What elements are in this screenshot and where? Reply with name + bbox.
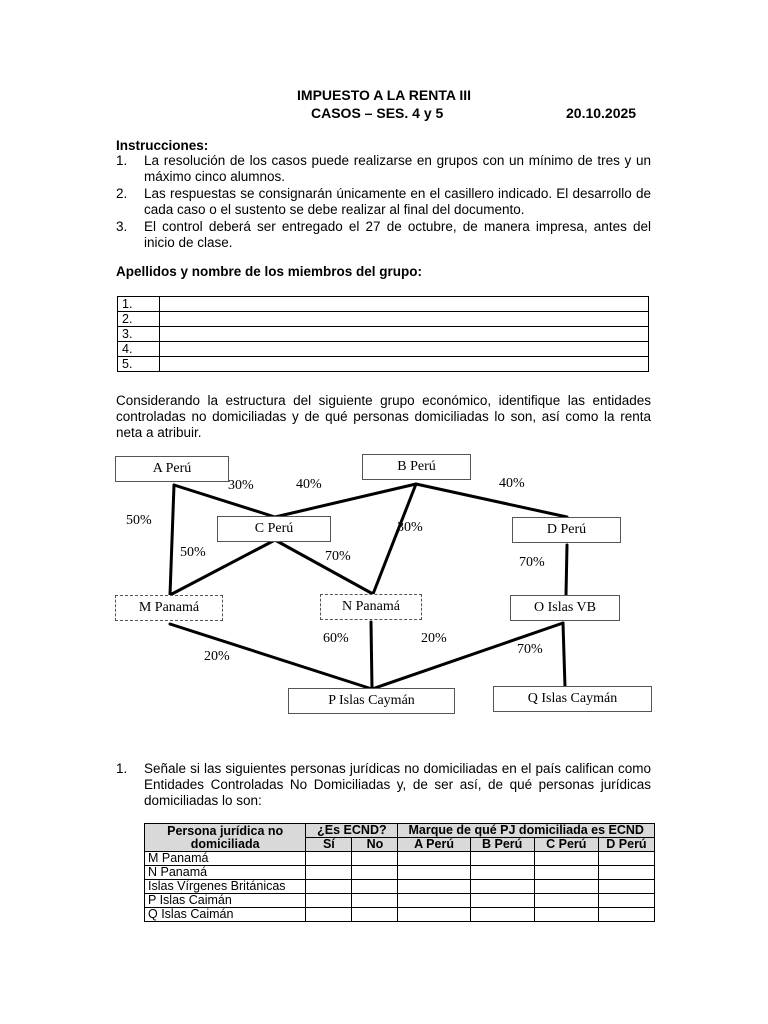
answer-cell[interactable] <box>398 866 470 880</box>
pct-a-m: 50% <box>126 513 152 528</box>
document-subtitle: CASOS – SES. 4 y 5 <box>311 105 444 121</box>
line-d-o <box>566 545 567 595</box>
header-es-ecnd: ¿Es ECND? <box>306 824 398 838</box>
header-c-peru: C Perú <box>534 838 598 852</box>
table-row: 2. <box>118 312 649 327</box>
node-n-panama: N Panamá <box>320 594 422 620</box>
answer-cell[interactable] <box>352 852 398 866</box>
header-persona: Persona jurídica no domiciliada <box>145 824 306 852</box>
line-a-c <box>174 485 275 517</box>
pct-d-o: 70% <box>519 555 545 570</box>
answer-cell[interactable] <box>598 852 654 866</box>
table-row: P Islas Caimán <box>145 894 655 908</box>
answer-cell[interactable] <box>598 880 654 894</box>
pct-o-q: 70% <box>517 642 543 657</box>
instruction-item: 2. Las respuestas se consignarán únicamente en el casillero indicado. El desarrollo de cada caso o el sustento se debe realizar al final del documento. <box>116 186 651 217</box>
answer-cell[interactable] <box>306 852 352 866</box>
node-d-peru: D Perú <box>512 517 621 543</box>
pct-o-p: 20% <box>421 631 447 646</box>
answer-cell[interactable] <box>534 880 598 894</box>
table-row: Q Islas Caimán <box>145 908 655 922</box>
answer-cell[interactable] <box>598 908 654 922</box>
answer-cell[interactable] <box>306 866 352 880</box>
answer-cell[interactable] <box>398 908 470 922</box>
table-row: Islas Vírgenes Británicas <box>145 880 655 894</box>
members-heading: Apellidos y nombre de los miembros del grupo: <box>116 264 423 279</box>
document-date: 20.10.2025 <box>566 105 637 121</box>
question-text: Señale si las siguientes personas jurídicas no domiciliadas en el país califican como Entidades Controladas No Domiciliadas y, de ser así, de qué personas jurídicas domiciliadas lo son: <box>144 761 651 808</box>
line-a-m <box>170 485 174 595</box>
instruction-item: 3. El control deberá ser entregado el 27 de octubre, de manera impresa, antes del inicio de clase. <box>116 219 651 250</box>
node-p-islas-cayman: P Islas Caymán <box>288 688 455 714</box>
table-row: 4. <box>118 342 649 357</box>
header-marque: Marque de qué PJ domiciliada es ECND <box>398 824 655 838</box>
answer-cell[interactable] <box>470 866 534 880</box>
pct-a-c: 30% <box>228 478 254 493</box>
document-title: IMPUESTO A LA RENTA III <box>297 87 471 103</box>
instructions-heading: Instrucciones: <box>116 138 209 153</box>
node-q-islas-cayman: Q Islas Caymán <box>493 686 652 712</box>
node-b-peru: B Perú <box>362 454 471 480</box>
answer-cell[interactable] <box>306 908 352 922</box>
answer-cell[interactable] <box>352 894 398 908</box>
instruction-item: 1. La resolución de los casos puede realizarse en grupos con un mínimo de tres y un máximo cinco alumnos. <box>116 153 651 184</box>
header-d-peru: D Perú <box>598 838 654 852</box>
answer-cell[interactable] <box>352 908 398 922</box>
header-no: No <box>352 838 398 852</box>
answer-cell[interactable] <box>598 866 654 880</box>
answer-cell[interactable] <box>398 880 470 894</box>
pct-b-d: 40% <box>499 476 525 491</box>
pct-c-m: 50% <box>180 545 206 560</box>
answer-cell[interactable] <box>534 852 598 866</box>
table-row: M Panamá <box>145 852 655 866</box>
answer-cell[interactable] <box>352 880 398 894</box>
pct-c-n: 70% <box>325 549 351 564</box>
node-a-peru: A Perú <box>115 456 229 482</box>
intro-paragraph: Considerando la estructura del siguiente grupo económico, identifique las entidades controladas no domiciliadas y de qué personas domiciliadas lo son, así como la renta neta a atribuir. <box>116 393 651 440</box>
answer-cell[interactable] <box>470 894 534 908</box>
line-b-d <box>416 484 567 517</box>
answer-cell[interactable] <box>598 894 654 908</box>
pct-b-n: 30% <box>397 520 423 535</box>
header-b-peru: B Perú <box>470 838 534 852</box>
answer-cell[interactable] <box>534 894 598 908</box>
pct-n-p: 60% <box>323 631 349 646</box>
line-o-q <box>563 623 565 687</box>
answer-cell[interactable] <box>306 894 352 908</box>
table-row: 1. <box>118 297 649 312</box>
answer-cell[interactable] <box>470 880 534 894</box>
answer-cell[interactable] <box>534 908 598 922</box>
pct-b-c: 40% <box>296 477 322 492</box>
node-o-islas-vb: O Islas VB <box>510 595 620 621</box>
node-c-peru: C Perú <box>217 516 331 542</box>
answer-cell[interactable] <box>398 852 470 866</box>
table-header-row <box>145 824 655 838</box>
pct-m-p: 20% <box>204 649 230 664</box>
header-a-peru: A Perú <box>398 838 470 852</box>
answer-cell[interactable] <box>470 908 534 922</box>
header-si: Sí <box>306 838 352 852</box>
answer-cell[interactable] <box>470 852 534 866</box>
line-c-n <box>275 540 373 594</box>
line-b-n <box>373 484 416 594</box>
ecnd-table <box>144 823 655 922</box>
answer-cell[interactable] <box>306 880 352 894</box>
table-row: 3. <box>118 327 649 342</box>
question-number: 1. <box>116 761 128 776</box>
node-m-panama: M Panamá <box>115 595 223 621</box>
answer-cell[interactable] <box>352 866 398 880</box>
answer-cell[interactable] <box>398 894 470 908</box>
answer-cell[interactable] <box>534 866 598 880</box>
table-row: 5. <box>118 357 649 372</box>
line-n-p <box>371 622 372 689</box>
table-row: N Panamá <box>145 866 655 880</box>
